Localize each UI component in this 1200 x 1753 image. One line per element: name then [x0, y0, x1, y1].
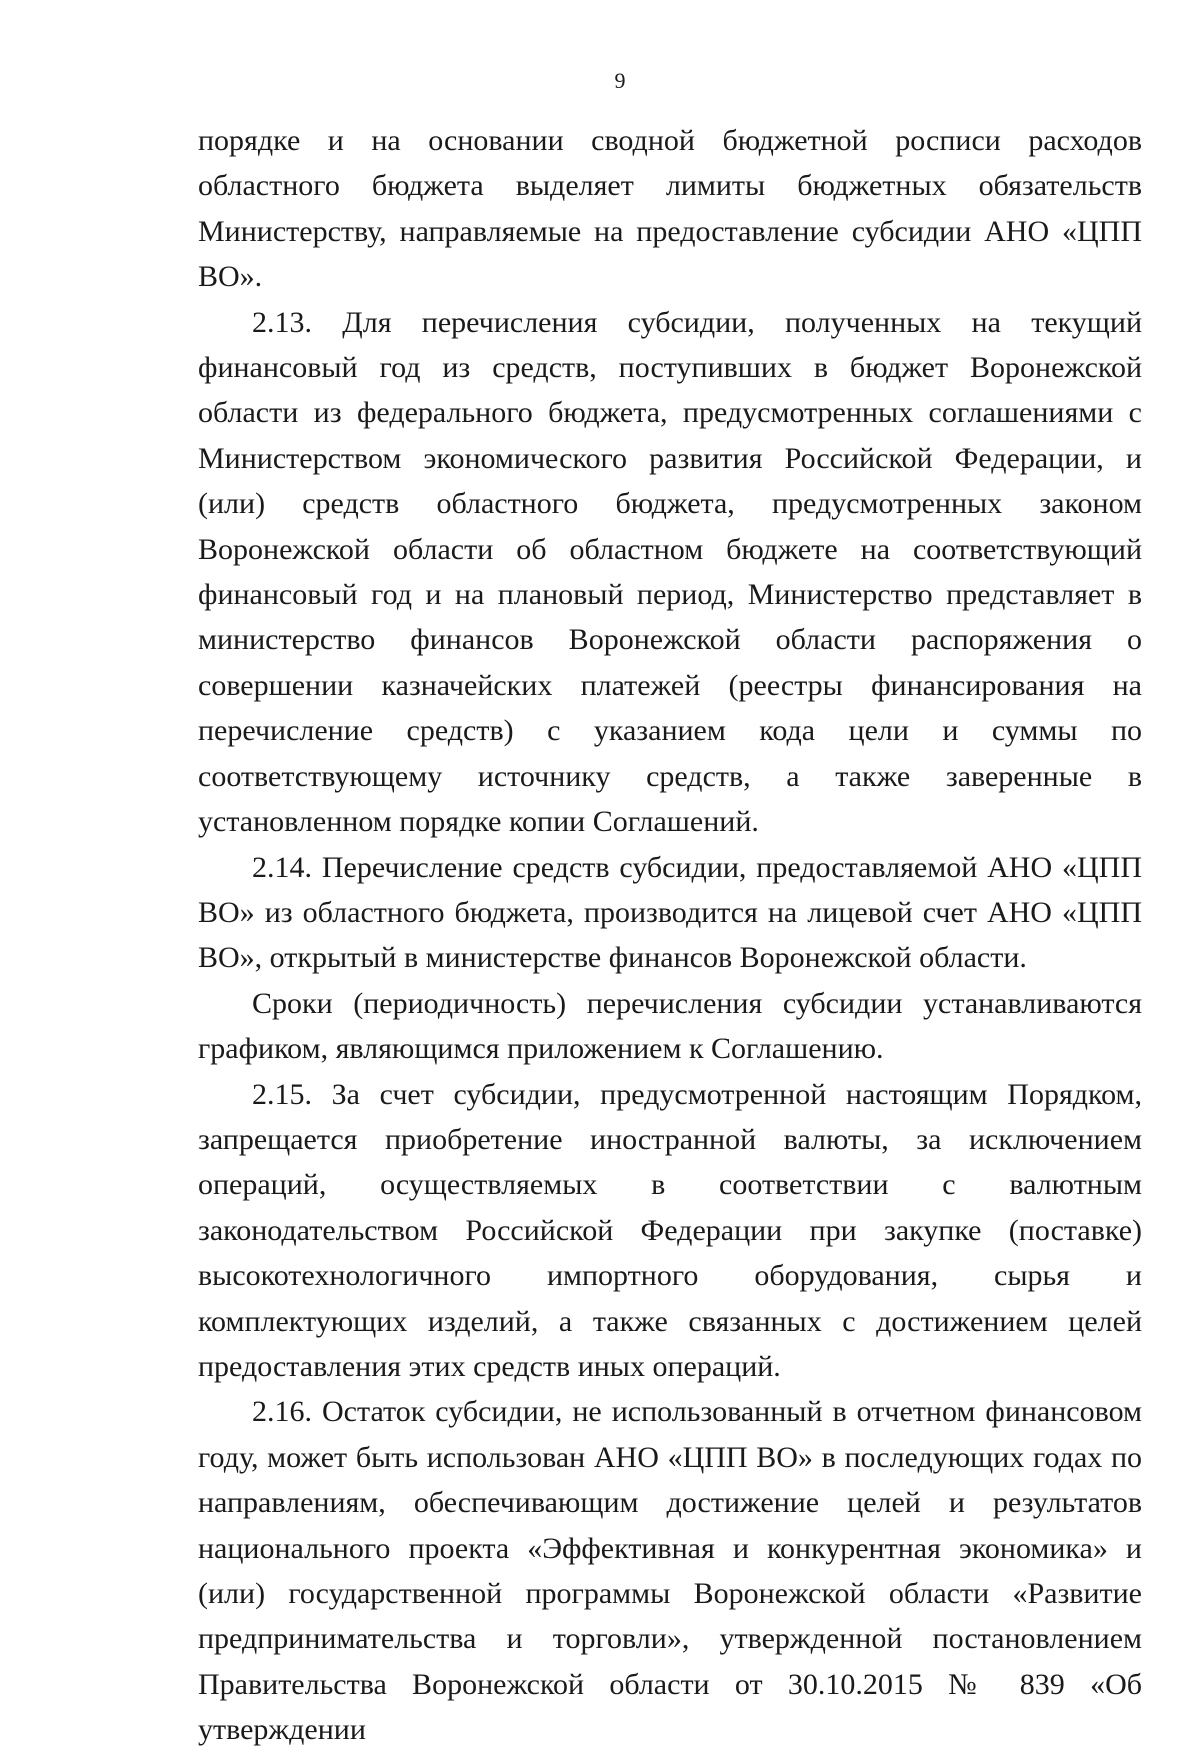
- paragraph-continuation: порядке и на основании сводной бюджетной росписи расходов областного бюджета выделяет лимиты бюджетных обязательств Министерству, направляемые на предоставление субсидии АНО «ЦПП ВО».: [198, 124, 1142, 294]
- paragraph-2-13: 2.13. Для перечисления субсидии, полученных на текущий финансовый год из средств, поступивших в бюджет Воронежской области из федерального бюджета, предусмотренных соглашениями с Министерством экономического развития Российской Федерации, и (или) средств областного бюджета, предусмотренных законом Воронежской области об областном бюджете на соответствующий финансовый год и на плановый период, Министерство представляет в министерство финансов Воронежской области распоряжения о совершении казначейских платежей (реестры финансирования на перечисление средств) с указанием кода цели и суммы по соответствующему источнику средств, а также заверенные в установленном порядке копии Соглашений.: [198, 305, 1142, 839]
- paragraph-transfer-schedule: Сроки (периодичность) перечисления субсидии устанавливаются графиком, являющимся приложением к Соглашению.: [198, 986, 1142, 1066]
- paragraph-2-15: 2.15. За счет субсидии, предусмотренной настоящим Порядком, запрещается приобретение иностранной валюты, за исключением операций, осуществляемых в соответствии с валютным законодательством Российской Федерации при закупке (поставке) высокотехнологичного импортного оборудования, сырья и комплектующих изделий, а также связанных с достижением целей предоставления этих средств иных операций.: [198, 1077, 1142, 1383]
- page-number: 9: [614, 68, 626, 93]
- paragraph-2-16: 2.16. Остаток субсидии, не использованный в отчетном финансовом году, может быть использован АНО «ЦПП ВО» в последующих годах по направлениям, обеспечивающим достижение целей и результатов национального проекта «Эффективная и конкурентная экономика» и (или) государственной программы Воронежской области «Развитие предпринимательства и торговли», утвержденной постановлением Правительства Воронежской области от 30.10.2015 № 839 «Об утверждении: [198, 1395, 1142, 1747]
- document-body: [198, 118, 1142, 1753]
- paragraph-2-14: 2.14. Перечисление средств субсидии, предоставляемой АНО «ЦПП ВО» из областного бюджета, производится на лицевой счет АНО «ЦПП ВО», открытый в министерстве финансов Воронежской области.: [198, 850, 1142, 975]
